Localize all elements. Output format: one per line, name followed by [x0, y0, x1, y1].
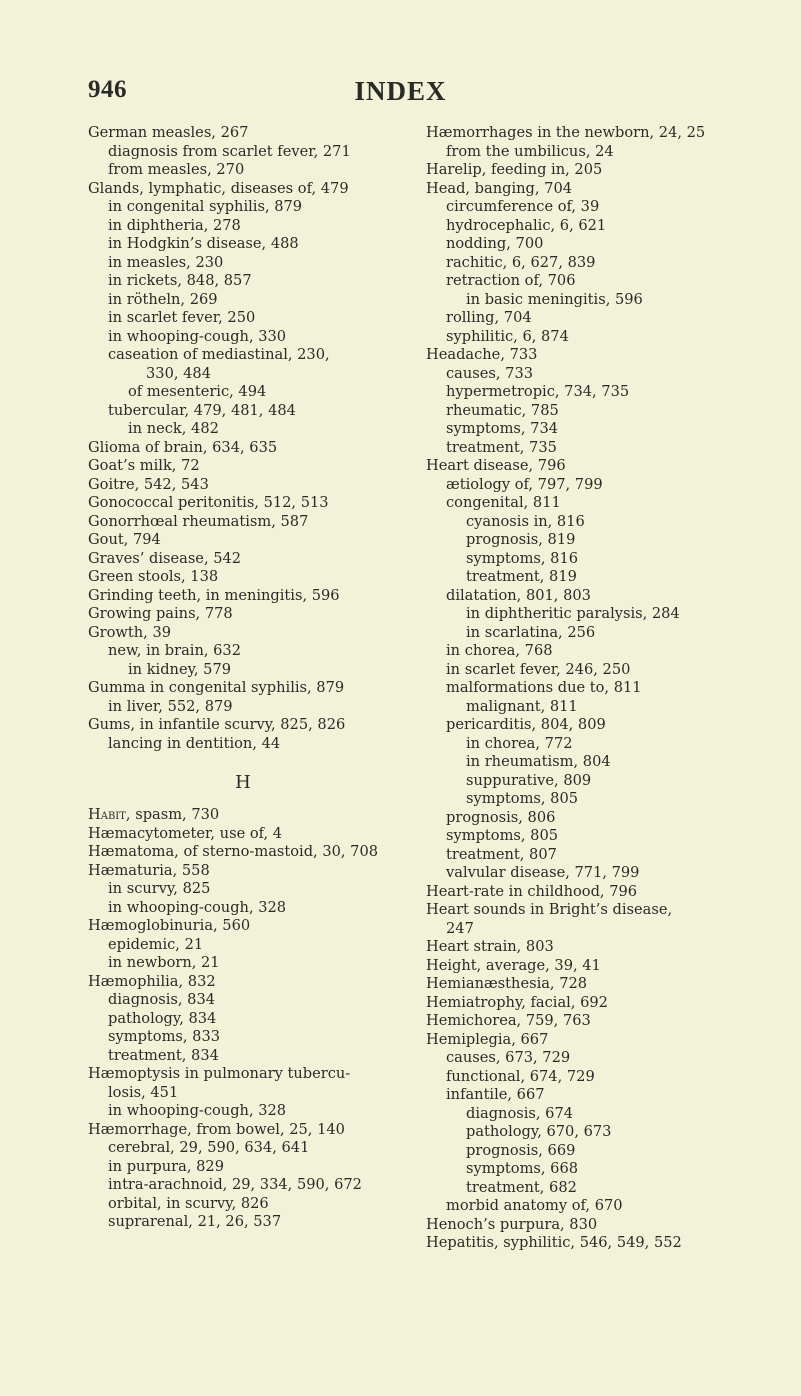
index-subentry: rolling, 704 [446, 309, 532, 326]
index-subentry: retraction of, 706 [446, 272, 576, 289]
index-subentry: in scarlet fever, 250 [108, 309, 256, 326]
index-subentry: malformations due to, 811 [446, 679, 642, 696]
index-subentry: pericarditis, 804, 809 [446, 716, 606, 733]
index-subentry: in basic meningitis, 596 [466, 290, 643, 308]
index-subentry: in kidney, 579 [128, 660, 232, 678]
index-subentry: hydrocephalic, 6, 621 [446, 216, 607, 234]
index-subentry: ætiology of, 797, 799 [446, 475, 603, 493]
index-subentry: circumference of, 39 [446, 198, 600, 215]
index-subentry: valvular disease, 771, 799 [446, 864, 640, 881]
index-subentry: in rötheln, 269 [108, 290, 218, 308]
index-subentry: treatment, 682 [466, 1178, 577, 1196]
index-entries-g [88, 124, 398, 753]
index-entry: Heart strain, 803 [426, 938, 554, 955]
index-subentry: in scurvy, 825 [108, 880, 211, 897]
index-entries-h [88, 825, 398, 1232]
index-subentry: intra-arachnoid, 29, 334, 590, 672 [108, 1176, 362, 1193]
index-subentry: symptoms, 734 [446, 420, 559, 437]
index-subentry: treatment, 735 [446, 438, 557, 456]
index-subentry: suprarenal, 21, 26, 537 [108, 1213, 282, 1230]
index-entry: Harelip, feeding in, 205 [426, 161, 603, 178]
index-entry: Gumma in congenital syphilis, 879 [88, 679, 345, 696]
running-title: INDEX [354, 76, 447, 106]
index-entry: Growing pains, 778 [88, 605, 233, 622]
index-column-right [426, 124, 756, 1253]
index-subentry: rheumatic, 785 [446, 401, 559, 419]
index-subentry: in diphtheria, 278 [108, 216, 241, 234]
index-subentry: diagnosis, 674 [466, 1104, 574, 1122]
index-subentry: losis, 451 [108, 1083, 179, 1101]
index-entry: Gonorrhœal rheumatism, 587 [88, 512, 309, 530]
index-subentry: in chorea, 768 [446, 642, 553, 659]
index-entry-headword: Habit [88, 806, 126, 823]
index-subentry: suppurative, 809 [466, 771, 592, 789]
index-entry: Goat’s milk, 72 [88, 457, 200, 474]
index-entry: Heart sounds in Bright’s disease, [426, 901, 673, 918]
index-subentry: treatment, 834 [108, 1046, 219, 1064]
index-entry: Hæmaturia, 558 [88, 861, 210, 879]
index-entry: Hæmoptysis in pulmonary tubercu- [88, 1065, 351, 1082]
index-subentry: prognosis, 669 [466, 1141, 576, 1159]
index-subentry: in chorea, 772 [466, 734, 573, 752]
index-entry: Heart disease, 796 [426, 457, 566, 474]
index-subentry: epidemic, 21 [108, 935, 204, 953]
index-subentry: in whooping-cough, 328 [108, 1102, 287, 1119]
index-subentry: treatment, 807 [446, 845, 557, 863]
index-entry: Head, banging, 704 [426, 179, 573, 197]
index-entry: Henoch’s purpura, 830 [426, 1215, 598, 1233]
index-entry: Graves’ disease, 542 [88, 549, 242, 567]
index-subentry: in Hodgkin’s disease, 488 [108, 235, 299, 252]
page-number: 946 [88, 76, 127, 103]
section-letter-heading: H [235, 772, 251, 793]
index-subentry: orbital, in scurvy, 826 [108, 1194, 269, 1212]
index-subentry: diagnosis, 834 [108, 991, 216, 1008]
index-entry: Goitre, 542, 543 [88, 475, 209, 493]
index-subentry: prognosis, 806 [446, 808, 556, 826]
index-subentry: in congenital syphilis, 879 [108, 198, 303, 215]
index-subentry: functional, 674, 729 [446, 1067, 595, 1085]
index-entry: Hemiplegia, 667 [426, 1030, 549, 1048]
index-subentry: cerebral, 29, 590, 634, 641 [108, 1139, 310, 1156]
index-entry: Hæmorrhages in the newborn, 24, 25 [426, 124, 706, 141]
index-entry: Gums, in infantile scurvy, 825, 826 [88, 716, 346, 733]
index-entry: Height, average, 39, 41 [426, 956, 601, 974]
index-entry: Hemichorea, 759, 763 [426, 1012, 591, 1029]
page-header [0, 76, 801, 112]
index-subentry: pathology, 670, 673 [466, 1123, 612, 1140]
index-subentry: causes, 673, 729 [446, 1049, 571, 1066]
index-subentry: of mesenteric, 494 [128, 383, 267, 400]
index-subentry: in scarlet fever, 246, 250 [446, 660, 631, 678]
index-subentry: in neck, 482 [128, 420, 219, 437]
index-entry: Hæmatoma, of sterno-mastoid, 30, 708 [88, 843, 379, 860]
index-subentry: causes, 733 [446, 364, 534, 382]
index-entry: Hæmacytometer, use of, 4 [88, 824, 283, 842]
index-subentry: prognosis, 819 [466, 531, 576, 548]
index-entry: Glioma of brain, 634, 635 [88, 438, 278, 456]
index-entry: Gout, 794 [88, 531, 161, 548]
index-subentry: cyanosis in, 816 [466, 512, 585, 530]
index-subentry: in purpura, 829 [108, 1157, 224, 1175]
index-subentry: syphilitic, 6, 874 [446, 327, 569, 345]
index-subentry: in scarlatina, 256 [466, 623, 596, 641]
index-subentry: symptoms, 668 [466, 1160, 579, 1177]
index-entry: Green stools, 138 [88, 568, 219, 585]
index-subentry: infantile, 667 [446, 1086, 545, 1103]
index-subentry: tubercular, 479, 481, 484 [108, 401, 296, 419]
index-subentry: symptoms, 816 [466, 549, 579, 567]
index-column-left [88, 124, 398, 1232]
index-subentry: in measles, 230 [108, 253, 224, 271]
index-subentry: in whooping-cough, 328 [108, 898, 287, 916]
index-subentry: dilatation, 801, 803 [446, 586, 591, 604]
index-subentry: 330, 484 [146, 364, 211, 382]
index-subentry: 247 [446, 919, 474, 937]
index-subentry: morbid anatomy of, 670 [446, 1197, 623, 1214]
index-entry: Hæmoglobinuria, 560 [88, 917, 251, 934]
index-subentry: in liver, 552, 879 [108, 697, 233, 715]
index-subentry: in diphtheritic paralysis, 284 [466, 605, 680, 622]
index-entry: Growth, 39 [88, 623, 172, 641]
index-subentry: congenital, 811 [446, 494, 561, 511]
index-entries-h-continued [426, 124, 756, 1253]
index-entry: German measles, 267 [88, 124, 249, 141]
index-subentry: symptoms, 805 [466, 790, 579, 807]
index-subentry: diagnosis from scarlet fever, 271 [108, 142, 351, 160]
index-subentry: new, in brain, 632 [108, 642, 241, 659]
index-subentry: in newborn, 21 [108, 954, 220, 971]
index-subentry: pathology, 834 [108, 1009, 217, 1027]
index-subentry: in rheumatism, 804 [466, 753, 611, 770]
index-entry: Heart-rate in childhood, 796 [426, 882, 638, 900]
index-subentry: rachitic, 6, 627, 839 [446, 253, 596, 271]
index-subentry: lancing in dentition, 44 [108, 734, 281, 752]
index-subentry: from measles, 270 [108, 161, 245, 178]
index-entry: Grinding teeth, in meningitis, 596 [88, 586, 340, 604]
index-subentry: caseation of mediastinal, 230, [108, 346, 330, 363]
index-subentry: malignant, 811 [466, 697, 578, 715]
index-subentry: in rickets, 848, 857 [108, 272, 252, 289]
index-subentry: symptoms, 805 [446, 827, 559, 844]
index-entry: Hemianæsthesia, 728 [426, 975, 588, 992]
index-entry: Glands, lymphatic, diseases of, 479 [88, 179, 349, 197]
index-entry: Hepatitis, syphilitic, 546, 549, 552 [426, 1234, 682, 1251]
index-subentry: symptoms, 833 [108, 1028, 221, 1045]
index-entry: Hæmorrhage, from bowel, 25, 140 [88, 1120, 345, 1138]
index-entry: Hæmophilia, 832 [88, 972, 216, 990]
index-subentry: nodding, 700 [446, 235, 544, 252]
index-entry: Headache, 733 [426, 346, 538, 363]
index-entry: Hemiatrophy, facial, 692 [426, 993, 608, 1011]
index-entry: Gonococcal peritonitis, 512, 513 [88, 494, 329, 511]
index-subentry: in whooping-cough, 330 [108, 327, 287, 345]
index-subentry: hypermetropic, 734, 735 [446, 383, 630, 400]
index-entry-locators: , spasm, 730 [125, 806, 220, 823]
index-entry [88, 806, 398, 825]
index-subentry: treatment, 819 [466, 568, 577, 585]
index-subentry: from the umbilicus, 24 [446, 142, 614, 160]
